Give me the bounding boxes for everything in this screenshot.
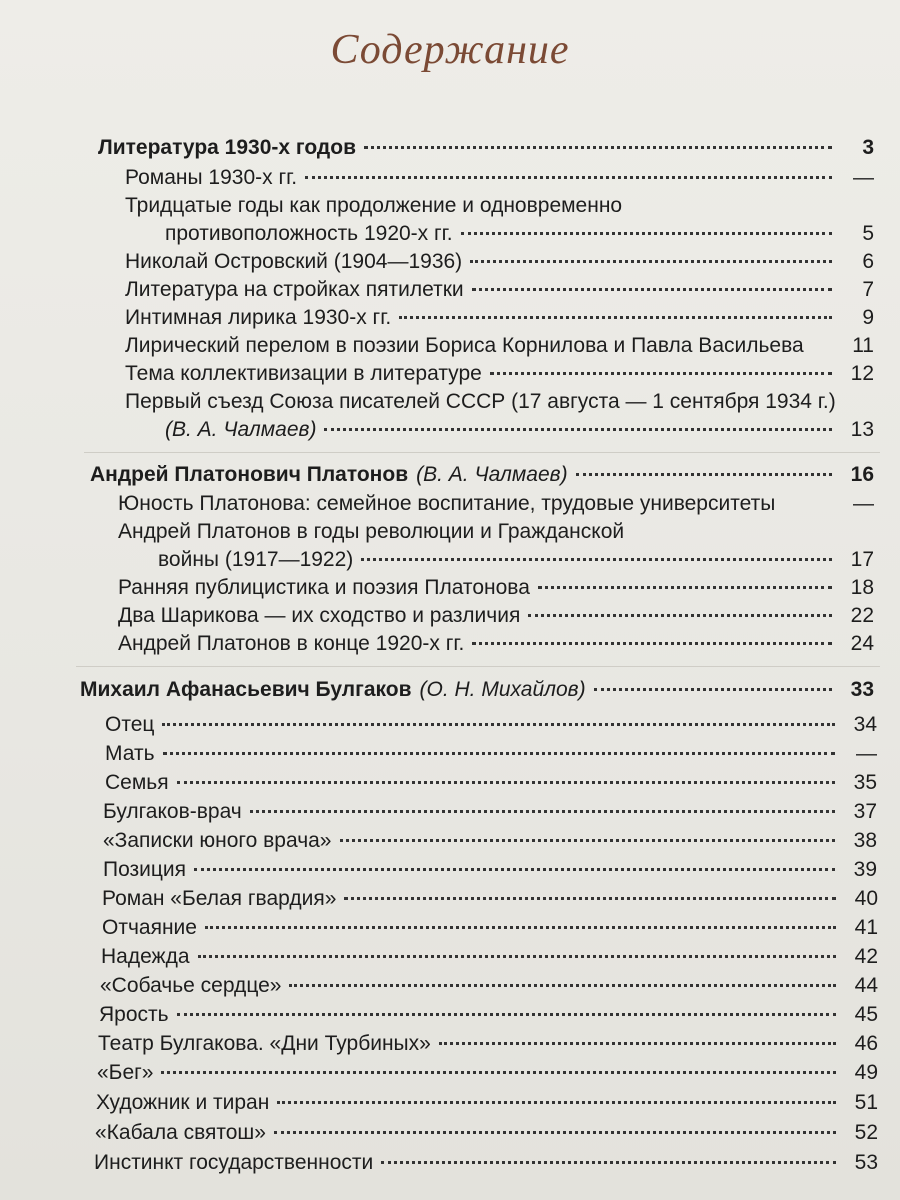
entry-title: Надежда <box>101 945 190 968</box>
dot-leader <box>305 176 832 179</box>
entry-title: противоположность 1920-х гг. <box>165 222 453 245</box>
page-number: 49 <box>854 1061 878 1084</box>
dot-leader <box>340 839 836 842</box>
dot-leader <box>461 232 832 235</box>
entry-title: Позиция <box>103 858 187 881</box>
page-number: — <box>853 166 874 189</box>
page-number: 45 <box>854 1003 878 1026</box>
entry-title: Театр Булгакова. «Дни Турбиных» <box>98 1032 431 1055</box>
toc-entry <box>94 1151 878 1175</box>
toc-section-heading <box>98 136 874 160</box>
dot-leader <box>289 984 836 987</box>
entry-title: Семья <box>105 771 169 794</box>
page-number: 22 <box>850 604 874 627</box>
toc-entry <box>105 742 877 766</box>
entry-title: Андрей Платонов в конце 1920-х гг. <box>118 632 465 655</box>
page-number: 17 <box>850 548 874 571</box>
page-number: 51 <box>854 1091 878 1114</box>
entry-title: Два Шарикова — их сходство и различия <box>118 604 521 627</box>
entry-author: (В. А. Чалмаев) <box>165 418 317 441</box>
dot-leader <box>177 781 835 784</box>
dot-leader <box>594 688 832 691</box>
toc-entry <box>125 166 874 190</box>
toc-section-heading <box>80 678 874 702</box>
entry-title: Лирический перелом в поэзии Бориса Корнилова и Павла Васильева <box>125 334 804 357</box>
section-author: (О. Н. Михайлов) <box>419 678 586 701</box>
entry-title: «Бег» <box>97 1061 154 1084</box>
page-number: 40 <box>854 887 878 910</box>
toc-entry <box>118 520 874 544</box>
dot-leader <box>194 868 835 871</box>
page-number: 53 <box>854 1151 878 1174</box>
toc-entry <box>105 713 877 737</box>
dot-leader <box>177 1013 836 1016</box>
page-number: 35 <box>853 771 877 794</box>
entry-title: Тридцатые годы как продолжение и одновременно <box>125 194 623 217</box>
dot-leader <box>381 1161 836 1164</box>
toc-entry <box>96 1091 878 1115</box>
page-number: 33 <box>850 678 874 701</box>
entry-title: Мать <box>105 742 155 765</box>
dot-leader <box>162 723 835 726</box>
page-number: 34 <box>853 713 877 736</box>
entry-title: Николай Островский (1904—1936) <box>125 250 463 273</box>
entry-title: Первый съезд Союза писателей СССР (17 августа — 1 сентября 1934 г.) <box>125 390 836 413</box>
toc-entry <box>105 771 877 795</box>
dot-leader <box>161 1071 836 1074</box>
entry-title: Роман «Белая гвардия» <box>102 887 337 910</box>
page-number: 37 <box>853 800 877 823</box>
dot-leader <box>528 614 832 617</box>
entry-title: войны (1917—1922) <box>158 548 354 571</box>
dot-leader <box>198 955 836 958</box>
page-number: 5 <box>862 222 874 245</box>
toc-entry <box>102 916 878 940</box>
toc-entry <box>103 858 877 882</box>
dot-leader <box>277 1101 836 1104</box>
page-number: 42 <box>854 945 878 968</box>
page-number: 41 <box>854 916 878 939</box>
dot-leader <box>399 316 832 319</box>
toc-entry <box>125 194 874 218</box>
entry-title: «Записки юного врача» <box>103 829 332 852</box>
toc-entry <box>125 250 874 274</box>
page-number: — <box>853 492 874 515</box>
toc-entry <box>101 945 878 969</box>
section-title: Литература 1930-х годов <box>98 136 356 159</box>
section-author: (В. А. Чалмаев) <box>416 463 568 486</box>
dot-leader <box>361 558 832 561</box>
toc-section-heading <box>90 463 874 487</box>
entry-title: Ранняя публицистика и поэзия Платонова <box>118 576 530 599</box>
toc-entry <box>118 604 874 628</box>
page-number: 13 <box>850 418 874 441</box>
toc-entry <box>103 829 877 853</box>
toc-entry <box>125 390 874 414</box>
section-title: Михаил Афанасьевич Булгаков <box>80 678 412 701</box>
section-divider <box>76 666 880 667</box>
entry-title: «Собачье сердце» <box>100 974 282 997</box>
dot-leader <box>364 146 832 149</box>
entry-title: Художник и тиран <box>96 1091 270 1114</box>
toc-entry <box>118 632 874 656</box>
page-title: Содержание <box>330 27 570 73</box>
entry-title: Романы 1930-х гг. <box>125 166 298 189</box>
toc-entry <box>118 576 874 600</box>
toc-entry <box>125 306 874 330</box>
dot-leader <box>274 1131 836 1134</box>
toc-entry <box>98 1032 878 1056</box>
dot-leader <box>344 897 836 900</box>
entry-title: Инстинкт государственности <box>94 1151 374 1174</box>
dot-leader <box>163 752 835 755</box>
section-divider <box>84 452 880 453</box>
page-number: 18 <box>850 576 874 599</box>
dot-leader <box>439 1042 836 1045</box>
page-number: 3 <box>862 136 874 159</box>
entry-title: Андрей Платонов в годы революции и Гражданской <box>118 520 625 543</box>
entry-title: Юность Платонова: семейное воспитание, трудовые университеты <box>118 492 776 515</box>
page-number: 7 <box>862 278 874 301</box>
page-number: 52 <box>854 1121 878 1144</box>
toc-entry-continued <box>165 418 874 442</box>
entry-title: «Кабала святош» <box>95 1121 266 1144</box>
toc-entry <box>118 492 874 516</box>
entry-title: Ярость <box>99 1003 169 1026</box>
entry-title: Тема коллективизации в литературе <box>125 362 482 385</box>
page-number: — <box>856 742 877 765</box>
dot-leader <box>576 473 832 476</box>
section-title: Андрей Платонович Платонов <box>90 463 409 486</box>
toc-entry <box>95 1121 878 1145</box>
toc-entry-continued <box>158 548 874 572</box>
toc-entry-continued <box>165 222 874 246</box>
page-number: 12 <box>850 362 874 385</box>
page-number: 24 <box>850 632 874 655</box>
toc-entry <box>103 800 877 824</box>
toc-entry <box>99 1003 878 1027</box>
entry-title: Отчаяние <box>102 916 197 939</box>
dot-leader <box>472 288 832 291</box>
toc-entry <box>100 974 878 998</box>
entry-title: Булгаков-врач <box>103 800 242 823</box>
dot-leader <box>470 260 832 263</box>
page-number: 11 <box>852 334 874 357</box>
page-number: 39 <box>853 858 877 881</box>
entry-title: Отец <box>105 713 155 736</box>
toc-entry <box>97 1061 878 1085</box>
toc-entry <box>125 278 874 302</box>
dot-leader <box>250 810 835 813</box>
toc-entry <box>125 362 874 386</box>
dot-leader <box>538 586 832 589</box>
entry-title: Интимная лирика 1930-х гг. <box>125 306 392 329</box>
page-number: 44 <box>854 974 878 997</box>
page-number: 38 <box>853 829 877 852</box>
entry-title: Литература на стройках пятилетки <box>125 278 464 301</box>
page-number: 9 <box>862 306 874 329</box>
dot-leader <box>472 642 832 645</box>
dot-leader <box>205 926 836 929</box>
toc-entry <box>102 887 878 911</box>
dot-leader <box>490 372 832 375</box>
page-number: 46 <box>854 1032 878 1055</box>
page-number: 16 <box>850 463 874 486</box>
page-number: 6 <box>862 250 874 273</box>
toc-entry <box>125 334 874 358</box>
dot-leader <box>324 428 832 431</box>
